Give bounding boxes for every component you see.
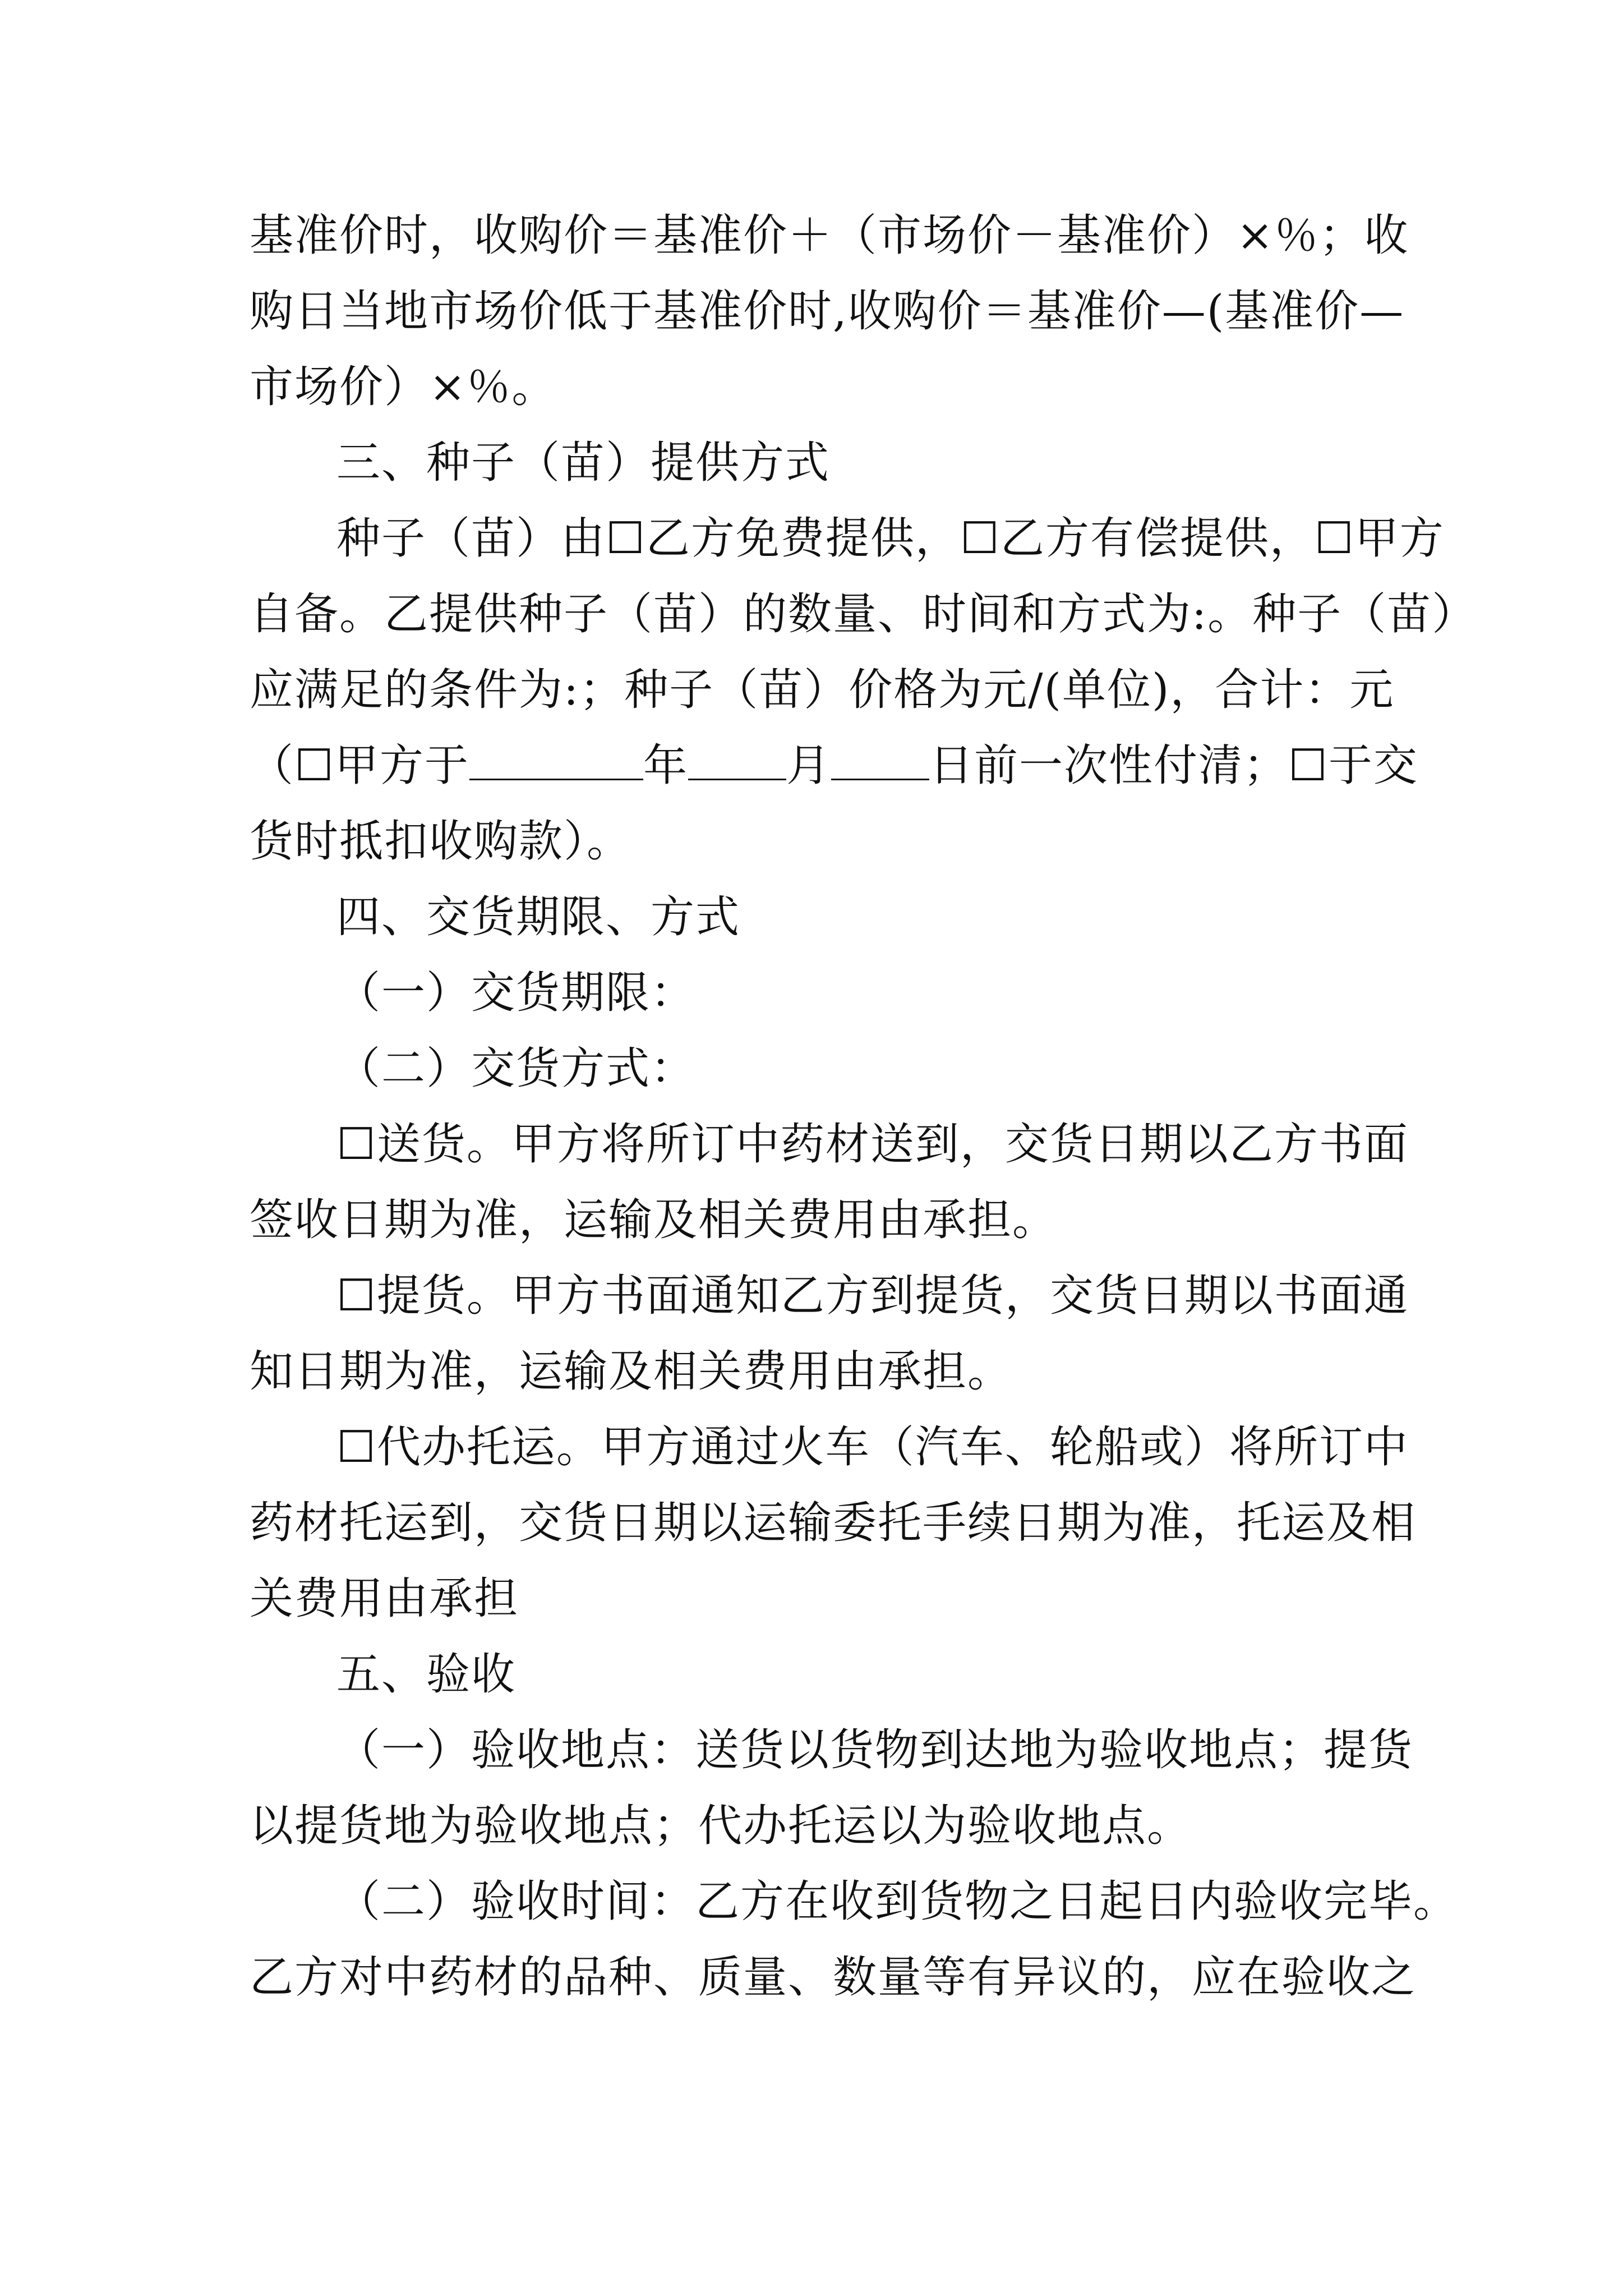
section-heading: 四、交货期限、方式 — [336, 892, 741, 942]
payment-prefix: （☐甲方于 — [250, 740, 469, 791]
subsection-heading: （二）交货方式： — [336, 1043, 696, 1094]
section-heading: 三、种子（苗）提供方式 — [336, 438, 831, 488]
paragraph-line: ☐提货。甲方书面通知乙方到提货，交货日期以书面通 — [336, 1271, 1409, 1321]
day-blank — [831, 739, 929, 780]
paragraph-line: 市场价）×％。 — [250, 362, 557, 412]
year-label: 年 — [643, 740, 688, 791]
paragraph-line: 知日期为准，运输及相关费用由承担。 — [250, 1346, 1013, 1397]
paragraph-line: 货时抵扣收购款）。 — [250, 816, 632, 867]
payment-suffix: 日前一次性付清；☐于交 — [929, 740, 1418, 791]
paragraph-line: 自备。乙提供种子（苗）的数量、时间和方式为:。种子（苗） — [250, 589, 1477, 639]
paragraph-line: ☐送货。甲方将所订中药材送到，交货日期以乙方书面 — [336, 1119, 1409, 1170]
paragraph-line: 以提货地为验收地点；代办托运以为验收地点。 — [250, 1801, 1192, 1851]
month-blank — [688, 739, 786, 780]
paragraph-line: 签收日期为准，运输及相关费用由承担。 — [250, 1195, 1058, 1245]
paragraph-line: 关费用由承担 — [250, 1573, 519, 1624]
section-heading: 五、验收 — [336, 1649, 517, 1700]
paragraph-line: 基准价时，收购价＝基准价＋（市场价－基准价）×％；收 — [250, 210, 1409, 261]
paragraph-line: 种子（苗）由☐乙方免费提供，☐乙方有偿提供，☐甲方 — [336, 513, 1445, 564]
month-label: 月 — [786, 740, 831, 791]
year-blank — [469, 739, 643, 780]
paragraph-line: 应满足的条件为:；种子（苗）价格为元/(单位)，合计：元 — [250, 665, 1395, 715]
paragraph-line: 购日当地市场价低于基准价时,收购价＝基准价—(基准价— — [250, 286, 1405, 337]
paragraph-line: 药材托运到，交货日期以运输委托手续日期为准，托运及相 — [250, 1498, 1417, 1548]
subsection-heading: （一）交货期限： — [336, 968, 696, 1018]
paragraph-line: 乙方对中药材的品种、质量、数量等有异议的，应在验收之 — [250, 1952, 1417, 2003]
payment-date-line — [250, 732, 1418, 799]
paragraph-line: （一）验收地点：送货以货物到达地为验收地点；提货 — [336, 1725, 1414, 1775]
paragraph-line: ☐代办托运。甲方通过火车（汽车、轮船或）将所订中 — [336, 1422, 1409, 1473]
paragraph-line: （二）验收时间：乙方在收到货物之日起日内验收完毕。 — [336, 1876, 1459, 1927]
